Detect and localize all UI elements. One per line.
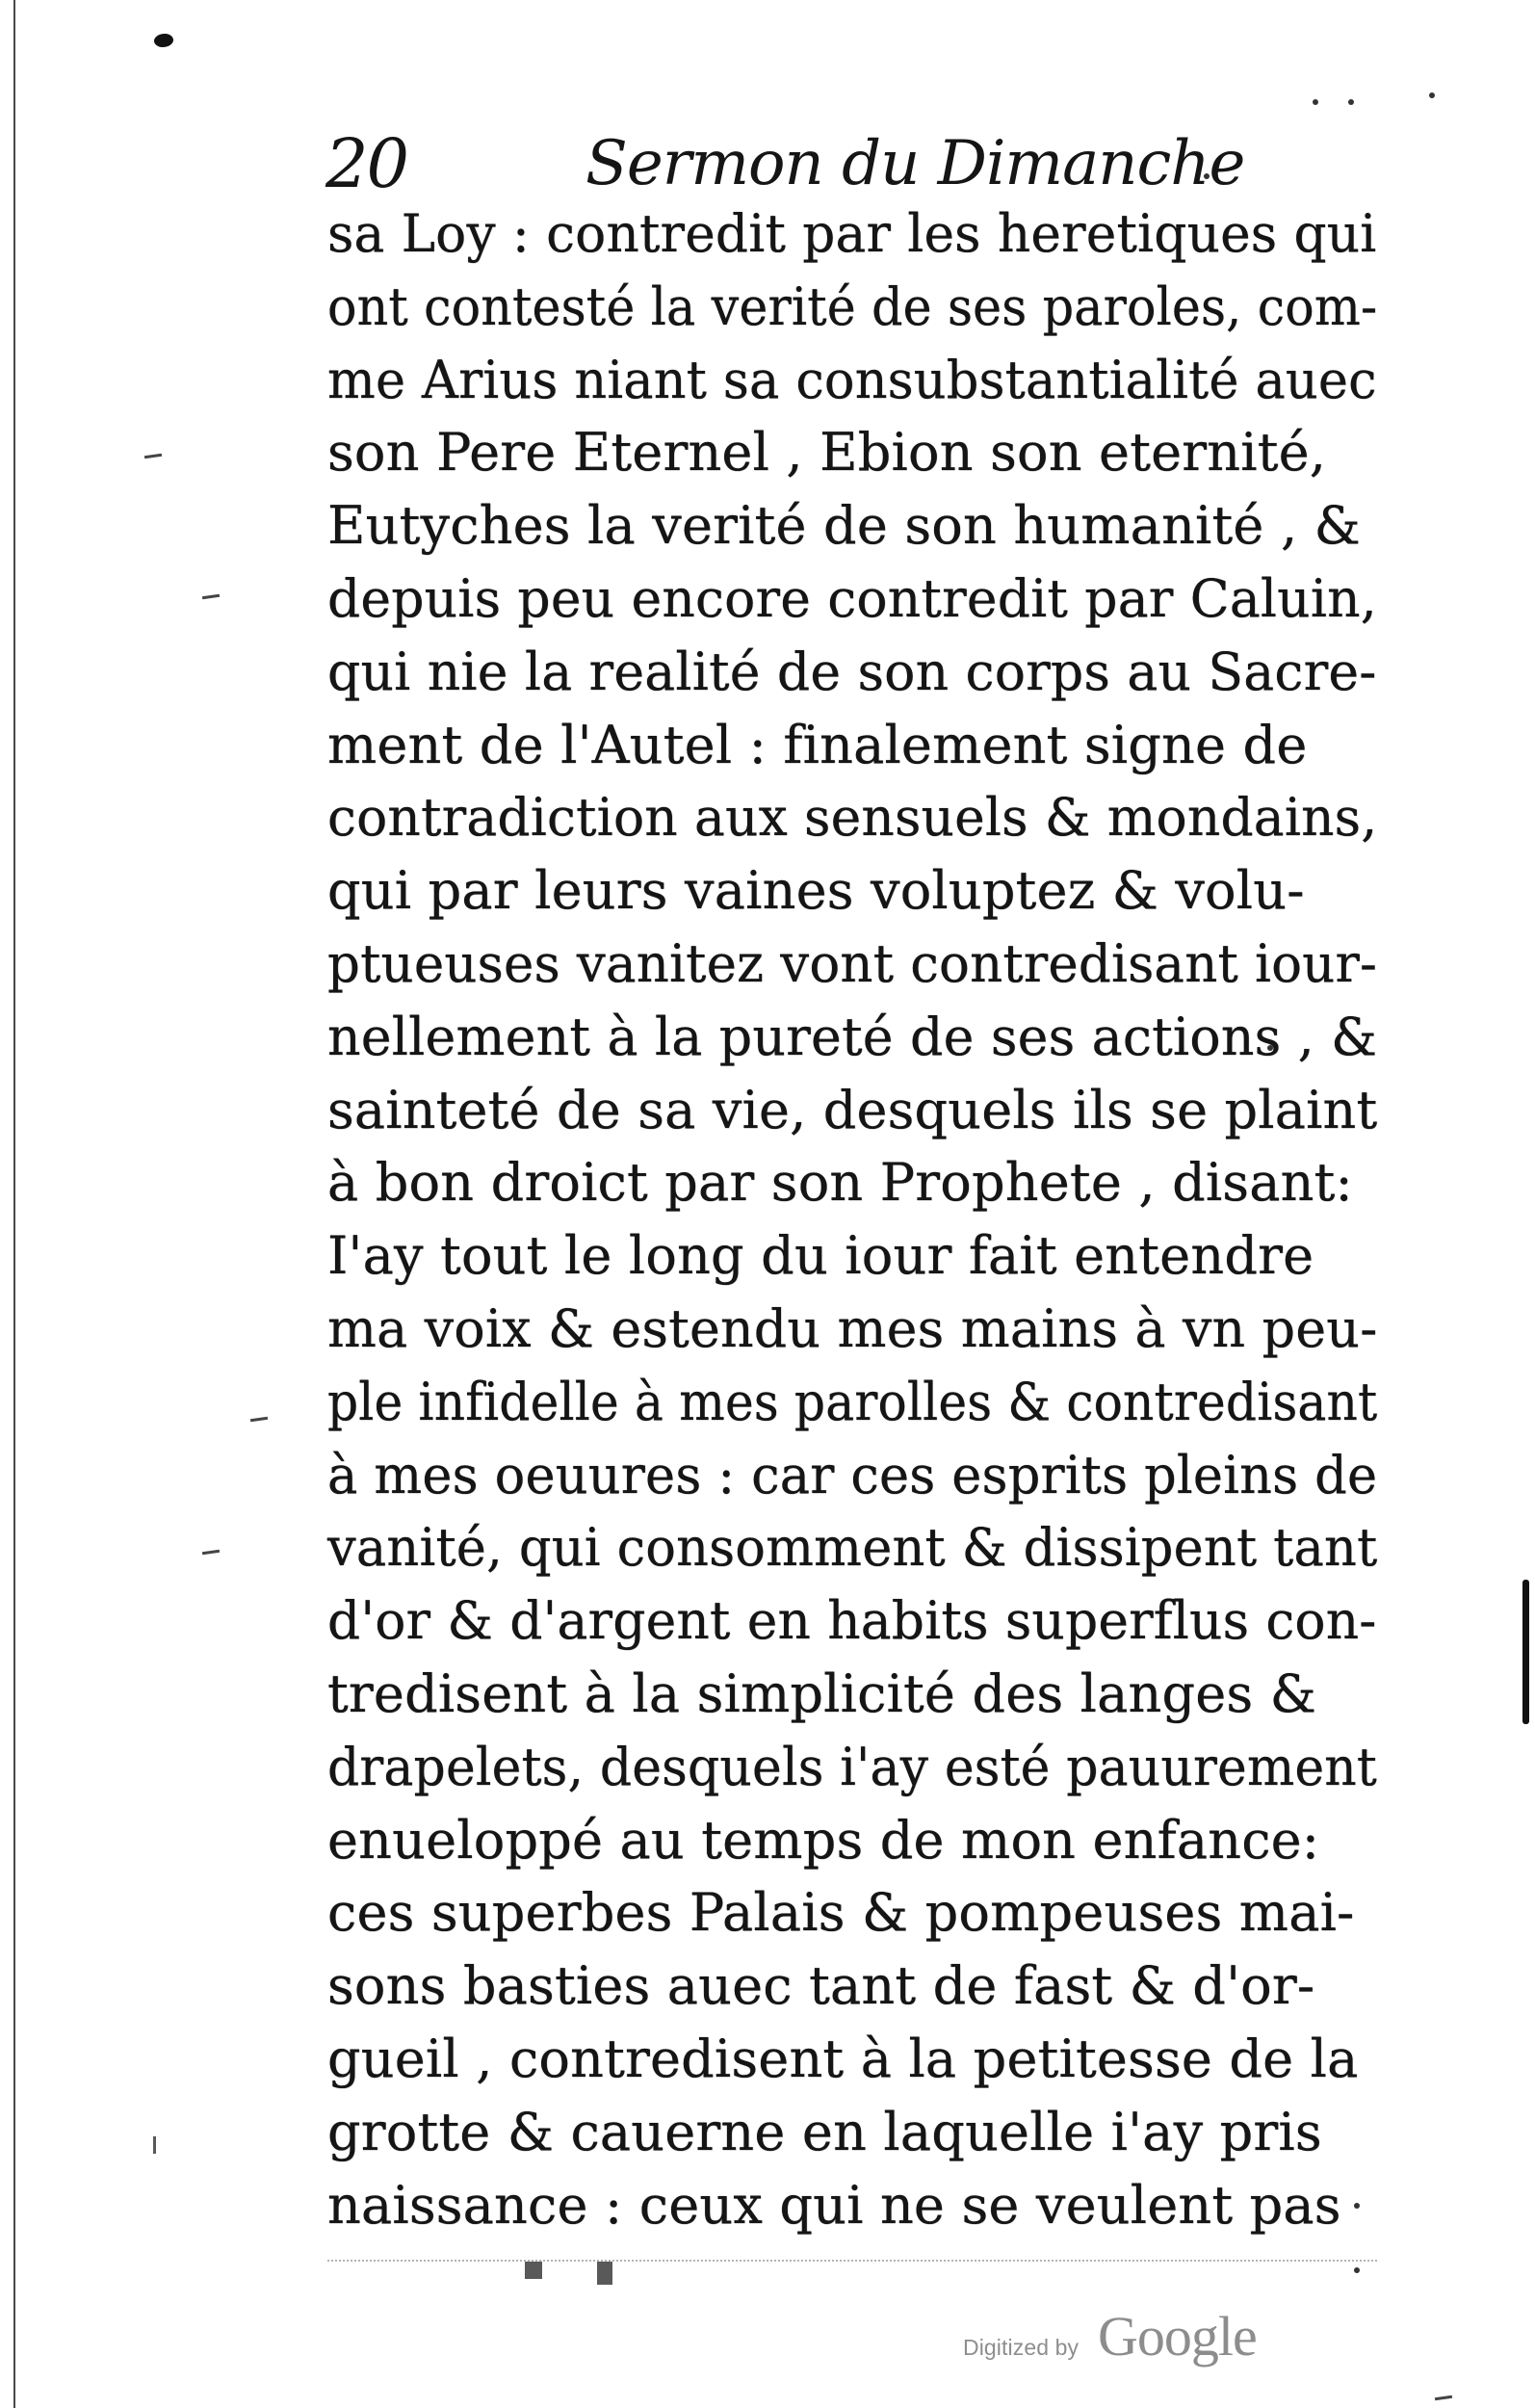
watermark-prefix: Digitized by: [963, 2335, 1080, 2360]
body-line: [327, 1146, 1377, 1219]
scan-right-edge-mark: [1522, 1580, 1529, 1724]
body-text: [327, 197, 1377, 2241]
line-text: enueloppé au temps de mon enfance:: [327, 1809, 1320, 1871]
body-line: [327, 928, 1377, 1001]
line-text: nellement à la pureté de ses actions , &: [327, 1006, 1378, 1067]
body-line: [327, 1219, 1377, 1293]
ink-dot: [1313, 99, 1318, 105]
body-line: [327, 2169, 1377, 2242]
page-number: 20: [325, 124, 408, 203]
body-line: [327, 1584, 1377, 1658]
line-text: sa Loy : contredit par les heretiques qui: [327, 203, 1377, 264]
scan-speck: [597, 2262, 612, 2285]
body-line: [327, 1366, 1377, 1439]
scan-left-border: [13, 0, 15, 2408]
line-text: tredisent à la simplicité des langes &: [327, 1662, 1316, 1724]
footer-faint-rule: [327, 2260, 1377, 2262]
body-line: [327, 781, 1377, 854]
line-text: sainteté de sa vie, desquels ils se plaint: [327, 1079, 1378, 1140]
ink-dot: [1429, 92, 1435, 98]
body-line: [327, 709, 1377, 782]
line-text: qui nie la realité de son corps au Sacre-: [327, 641, 1377, 702]
running-header: [325, 120, 1245, 207]
line-text: d'or & d'argent en habits superflus con-: [327, 1590, 1377, 1652]
body-line: [327, 2023, 1377, 2096]
body-line: [327, 636, 1377, 709]
ink-dot: [1354, 2267, 1360, 2273]
body-line: [327, 1293, 1377, 1366]
google-logo-text: Google: [1098, 2305, 1257, 2368]
body-line: [327, 1658, 1377, 1731]
scan-speck: [525, 2262, 542, 2279]
line-text: grotte & cauerne en laquelle i'ay pris: [327, 2101, 1322, 2162]
body-line: [327, 1876, 1377, 1950]
line-text: Eutyches la verité de son humanité , &: [327, 495, 1361, 557]
body-line: [327, 1074, 1377, 1147]
scan-speck: [153, 2136, 156, 2154]
running-title: Sermon du Dimanche: [585, 128, 1245, 199]
line-text: vanité, qui consomment & dissipent tant: [327, 1517, 1378, 1579]
line-text: I'ay tout le long du iour fait entendre: [327, 1225, 1314, 1287]
line-text: ces superbes Palais & pompeuses mai-: [327, 1882, 1355, 1944]
body-line: [327, 1950, 1377, 2023]
line-text: me Arius niant sa consubstantialité auec: [327, 349, 1377, 410]
body-line: [327, 854, 1377, 928]
ink-dot: [1348, 99, 1354, 105]
line-text: naissance : ceux qui ne se veulent pas: [327, 2174, 1341, 2236]
body-line: [327, 563, 1377, 636]
body-line: [327, 416, 1377, 489]
line-text: ment de l'Autel : finalement signe de: [327, 714, 1308, 775]
ink-corner-mark: [153, 32, 174, 49]
line-text: drapelets, desquels i'ay esté pauurement: [327, 1736, 1377, 1797]
line-text: gueil , contredisent à la petitesse de la: [327, 2028, 1359, 2089]
body-line: [327, 1439, 1377, 1512]
body-line: [327, 2096, 1377, 2169]
line-text: depuis peu encore contredit par Caluin,: [327, 567, 1377, 629]
body-line: [327, 1804, 1377, 1877]
body-line: [327, 271, 1377, 344]
line-text: à bon droict par son Prophete , disant:: [327, 1152, 1353, 1214]
line-text: ple infidelle à mes parolles & contredisant: [327, 1371, 1378, 1432]
body-line: [327, 1511, 1377, 1584]
line-text: qui par leurs vaines voluptez & volu-: [327, 860, 1305, 922]
line-text: ptueuses vanitez vont contredisant iour-: [327, 932, 1378, 994]
line-text: sons basties auec tant de fast & d'or-: [327, 1955, 1315, 2017]
body-line: [327, 197, 1377, 271]
line-text: ont contesté la verité de ses paroles, com-: [327, 275, 1378, 337]
margin-ink-dash: [250, 1417, 268, 1422]
body-line: [327, 489, 1377, 563]
margin-ink-dash: [1435, 2395, 1452, 2400]
body-line: [327, 344, 1377, 417]
line-text: à mes oeuures : car ces esprits pleins de: [327, 1444, 1378, 1505]
line-text: contradiction aux sensuels & mondains,: [327, 787, 1378, 849]
line-text: son Pere Eternel , Ebion son eternité,: [327, 422, 1327, 484]
margin-ink-dash: [202, 1550, 220, 1555]
body-line: [327, 1731, 1377, 1804]
margin-ink-dash: [202, 594, 220, 599]
margin-ink-dash: [144, 454, 162, 458]
body-line: [327, 1001, 1377, 1074]
line-text: ma voix & estendu mes mains à vn peu-: [327, 1297, 1378, 1359]
